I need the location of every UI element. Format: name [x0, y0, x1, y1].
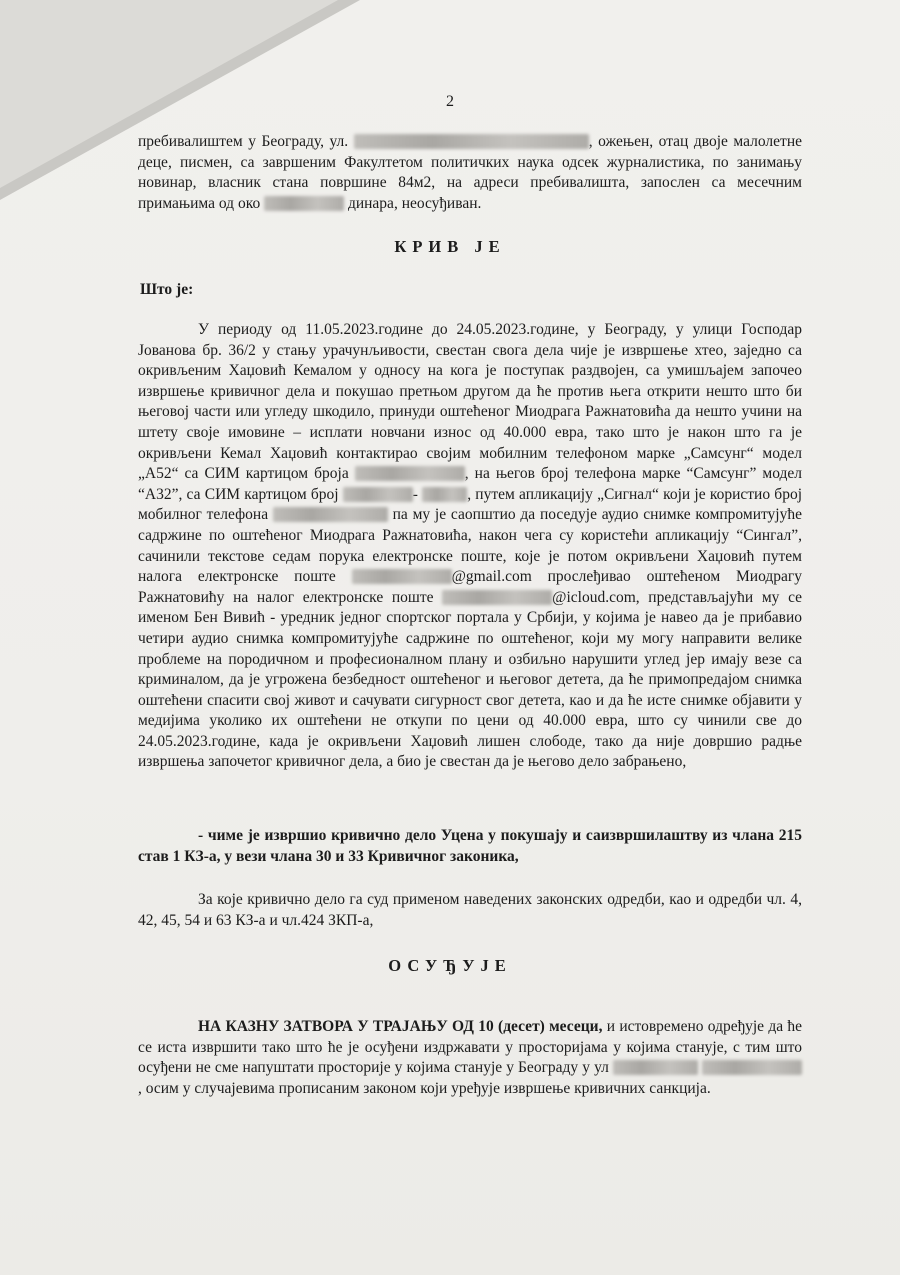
page-number: 2	[446, 93, 454, 110]
facts-text-2: , на његов број телефона марке “Самсунг” модел “А32”, са СИМ картицом број	[138, 465, 803, 503]
redacted-gmail-user	[352, 569, 452, 584]
heading-sentence: ОСУЂУЈЕ	[388, 956, 512, 975]
intro-text-1: пребивалиштем у Београду, ул.	[138, 133, 349, 150]
sto-je-label: Што је:	[140, 281, 194, 298]
redacted-income	[264, 196, 344, 211]
redacted-address	[354, 134, 589, 149]
sentence-bold: НА КАЗНУ ЗАТВОРА У ТРАЈАЊУ ОД 10 (десет) месеци,	[198, 1018, 603, 1035]
facts-text-4: , путем апликацију „Сигнал“ који је користио број мобилног телефона	[138, 485, 802, 524]
redacted-icloud-user	[442, 590, 552, 605]
facts-text-9: представљајући му се именом Бен Вивић - уредник једног спортског портала у Србији, у којима је навео да је прибавио четири аудио снимка компромитујуће садржине по оштећеног, који му могу направити велике проблеме на породичном и професионалном плану и озбиљно нарушити углед јер имају везе са криминалом, да је угрожена безбедност оштећеног и његовог детета, да ће примопредајом снимка оштећени спасити свој живот и сачувати сигурност свог детета, као и да ће исте снимке објавити у медијима уколико их оштећени не откупи по цени од 40.000 евра, што су чинили све до 24.05.2023.године, када је окривљени Хаџовић лишен слободе, тако да није довршио радње извршења започетог кривичног дела, а био је свестан да је његово дело забрањено,	[138, 588, 803, 771]
heading-guilty: КРИВ ЈЕ	[394, 237, 506, 256]
sentence-paragraph	[138, 1017, 802, 1099]
redacted-sim-1	[355, 466, 465, 481]
sentence-text: и истовремено одређује да ће се иста извршити тако што ће је осуђени издржавати у просторијама у којима станује, с тим што осуђени не сме напуштати просторије у којима станује у Београду у ул	[138, 1018, 803, 1077]
facts-paragraph: У периоду од 11.05.2023.године до 24.05.2023.године, у Београду, у улици Господар Јованова бр. 36/2 у стању урачунљивости, свестан свога дела чије је извршење хтео, заједно са окривљеним Хаџовић Кемалом у односу на кога је поступак раздвојен, са умишљајем започео извршење кривичног дела и покушао претњом другом да ће против њега открити нешто што би његовој части или угледу шкодило, принуди оштећеног Миодрага Ражнатовића да нешто учини на штету своје имовине – исплати новчани износ од 40.000 евра, тако што је након што га је окривљени Кемал Хаџовић контактирао својим мобилним телефоном марке „Самсунг“ модел „А52“ са СИМ картицом броја , на његов број телефона марке “Самсунг” модел “А32”, са СИМ картицом број - , путем апликацију „Сигнал“ који је користио број мобилног телефона па му је саопштио да поседује аудио снимке компромитујуће садржине по оштећеног Миодрага Ражнатовића, након чега су користећи апликацију “Сингал”, сачинили текстове седам порука електронске поште, које је потом окривљени Хаџовић путем налога електронске поште @gmail.com прослеђивао оштећеном Миодрагу Ражнатовићу на налог електронске поште @icloud.com, представљајући му се именом Бен Вивић - уредник једног спортског портала у Србији, у којима је навео да је прибавио четири аудио снимка компромитујуће садржине по оштећеног, који му могу направити велике проблеме на породичном и професионалном плану и озбиљно нарушити углед јер имају везе са криминалом, да је угрожена безбедност оштећеног и његовог детета, да ће примопредајом снимка оштећени спасити свој живот и сачувати сигурност свог детета, као и да ће исте снимке објавити у медијима уколико их оштећени не откупи по цени од 40.000 евра, што су чинили све до 24.05.2023.године, када је окривљени Хаџовић лишен слободе, тако да није довршио радње извршења започетог кривичног дела, а био је свестан да је његово дело забрањено,	[138, 321, 803, 771]
facts-text-1: У периоду од 11.05.2023.године до 24.05.2023.године, у Београду, у улици Господар Јованова бр. 36/2 у стању урачунљивости, свестан свога дела чије је извршење хтео, заједно са окривљеним Хаџовић Кемалом у односу на кога је поступак раздвојен, са умишљајем започео извршење кривичног дела и покушао претњом другом да ће против њега открити нешто што би његовој части или угледу шкодило, принуди оштећеног Миодрага Ражнатовића да нешто учини на штету своје имовине – исплати новчани износ од 40.000 евра, тако што је након што га је окривљени Кемал Хаџовић контактирао својим мобилним телефоном марке „Самсунг“ модел „А52“ са СИМ картицом броја	[138, 321, 802, 483]
redacted-sim-2	[343, 487, 413, 502]
redacted-sim-2b	[422, 487, 467, 502]
redacted-street	[613, 1060, 698, 1075]
gmail-domain: @gmail.com	[451, 568, 532, 586]
icloud-domain: @icloud.com,	[552, 588, 640, 606]
facts-text-7: прослеђивао оштећеном Миодрагу Ражнатовићу на налог електронске поште	[138, 568, 802, 606]
offense-statement: - чиме је извршио кривично дело Уцена у покушају и саизвршилаштву из члана 215 став 1 КЗ-а, у вези члана 30 и 33 Кривичног законика,	[138, 827, 802, 865]
intro-text-3: динара, неосуђиван.	[347, 194, 482, 212]
redacted-phone	[273, 507, 388, 522]
legal-provisions: За које кривично дело га суд применом наведених законских одредби, као и одредби чл. 4, 42, 45, 54 и 63 КЗ-а и чл.424 ЗКП-а,	[138, 891, 802, 929]
redacted-street-number	[702, 1060, 802, 1075]
defendant-details	[138, 132, 802, 214]
sentence-tail: , осим у случајевима прописаним законом који уређује извршење кривичних санкција.	[138, 1079, 711, 1097]
facts-text-5: па му је саопштио да поседује аудио снимке компромитујуће садржине по оштећеног Миодрага Ражнатовића, након чега су користећи апликацију “Сингал”, сачинили текстове седам порука електронске поште, које је потом окривљени Хаџовић путем налога електронске поште	[138, 506, 802, 586]
intro-text-2: , ожењен, отац двоје малолетне деце, писмен, са завршеним Факултетом политичких наука одсек журналистика, по занимању новинар, власник стана површине 84м2, на адреси пребивалишта, запослен са месечним примањима од око	[138, 133, 802, 212]
